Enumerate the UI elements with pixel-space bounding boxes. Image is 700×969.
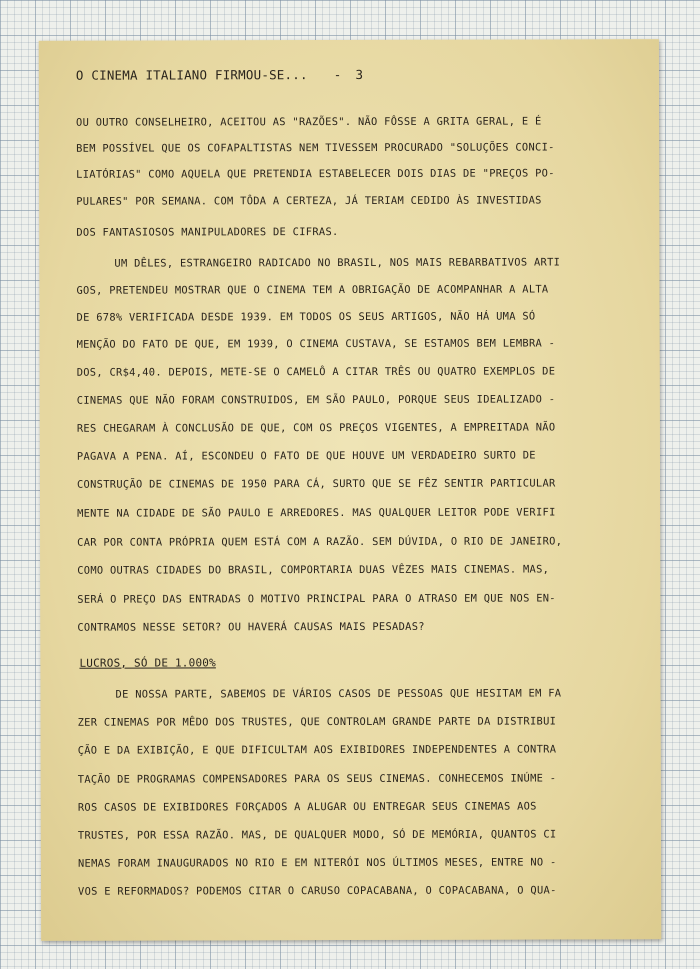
text-line: DE NOSSA PARTE, SABEMOS DE VÁRIOS CASOS DE PESSOAS QUE HESITAM EM FA: [115, 687, 562, 701]
text-line: PULARES" POR SEMANA. COM TÔDA A CERTEZA, JÁ TERIAM CEDIDO ÀS INVESTIDAS: [76, 194, 542, 208]
page-number: 3: [355, 66, 364, 82]
text-line: MENTE NA CIDADE DE SÃO PAULO E ARREDORES. MAS QUALQUER LEITOR PODE VERIFI: [77, 506, 556, 520]
text-line: NEMAS FORAM INAUGURADOS NO RIO E EM NITERÓI NOS ÚLTIMOS MESES, ENTRE NO -: [77, 856, 557, 870]
typewritten-page: [39, 39, 661, 941]
text-line: OU OUTRO CONSELHEIRO, ACEITOU AS "RAZÕES". NÃO FÔSSE A GRITA GERAL, E É: [76, 115, 542, 129]
text-line: MENÇÃO DO FATO DE QUE, EM 1939, O CINEMA CUSTAVA, SE ESTAMOS BEM LEMBRA -: [76, 337, 556, 351]
text-line: SERÁ O PREÇO DAS ENTRADAS O MOTIVO PRINCIPAL PARA O ATRASO EM QUE NOS EN-: [77, 592, 556, 606]
text-line: CONTRAMOS NESSE SETOR? OU HAVERÁ CAUSAS MAIS PESADAS?: [77, 620, 425, 634]
header-title: O CINEMA ITALIANO FIRMOU-SE...: [75, 67, 308, 83]
text-line: UM DÊLES, ESTRANGEIRO RADICADO NO BRASIL, NOS MAIS REBARBATIVOS ARTI: [114, 256, 561, 270]
text-line: CAR POR CONTA PRÓPRIA QUEM ESTÁ COM A RAZÃO. SEM DÚVIDA, O RIO DE JANEIRO,: [77, 535, 563, 549]
text-line: ÇÃO E DA EXIBIÇÃO, E QUE DIFICULTAM AOS EXIBIDORES INDEPENDENTES A CONTRA: [77, 743, 557, 757]
text-line: DE 678% VERIFICADA DESDE 1939. EM TODOS OS SEUS ARTIGOS, NÃO HÁ UMA SÓ: [76, 310, 536, 324]
text-line: LIATÓRIAS" COMO AQUELA QUE PRETENDIA ESTABELECER DOIS DIAS DE "PREÇOS PO-: [76, 167, 555, 181]
text-line: GOS, PRETENDEU MOSTRAR QUE O CINEMA TEM A OBRIGAÇÃO DE ACOMPANHAR A ALTA: [76, 283, 549, 297]
section-heading: LUCROS, SÓ DE 1.000%: [79, 656, 216, 670]
text-line: VOS E REFORMADOS? PODEMOS CITAR O CARUSO COPACABANA, O COPACABANA, O QUA-: [78, 884, 557, 898]
text-line: COMO OUTRAS CIDADES DO BRASIL, COMPORTARIA DUAS VÊZES MAIS CINEMAS. MAS,: [77, 563, 550, 577]
text-line: TRUSTES, POR ESSA RAZÃO. MAS, DE QUALQUER MODO, SÓ DE MEMÓRIA, QUANTOS CI: [77, 828, 557, 842]
page-header: [76, 67, 363, 83]
text-line: ZER CINEMAS POR MÊDO DOS TRUSTES, QUE CONTROLAM GRANDE PARTE DA DISTRIBUI: [77, 715, 557, 729]
text-line: PAGAVA A PENA. AÍ, ESCONDEU O FATO DE QUE HOUVE UM VERDADEIRO SURTO DE: [76, 449, 536, 463]
text-line: RES CHEGARAM À CONCLUSÃO DE QUE, COM OS PREÇOS VIGENTES, A EMPREITADA NÃO: [76, 421, 556, 435]
header-dash: -: [333, 67, 342, 83]
text-line: ROS CASOS DE EXIBIDORES FORÇADOS A ALUGAR OU ENTREGAR SEUS CINEMAS AOS: [77, 800, 537, 814]
text-line: TAÇÃO DE PROGRAMAS COMPENSADORES PARA OS SEUS CINEMAS. CONHECEMOS INÚME -: [77, 772, 557, 786]
text-line: CONSTRUÇÃO DE CINEMAS DE 1950 PARA CÁ, SURTO QUE SE FÊZ SENTIR PARTICULAR: [76, 477, 556, 491]
text-line: DOS, CR$4,40. DEPOIS, METE-SE O CAMELÔ A CITAR TRÊS OU QUATRO EXEMPLOS DE: [76, 365, 556, 379]
text-line: CINEMAS QUE NÃO FORAM CONSTRUIDOS, EM SÃO PAULO, PORQUE SEUS IDEALIZADO -: [76, 393, 556, 407]
text-line: BEM POSSÍVEL QUE OS COFAPALTISTAS NEM TIVESSEM PROCURADO "SOLUÇÕES CONCI-: [76, 141, 555, 155]
text-line: DOS FANTASIOSOS MANIPULADORES DE CIFRAS.: [76, 226, 339, 239]
